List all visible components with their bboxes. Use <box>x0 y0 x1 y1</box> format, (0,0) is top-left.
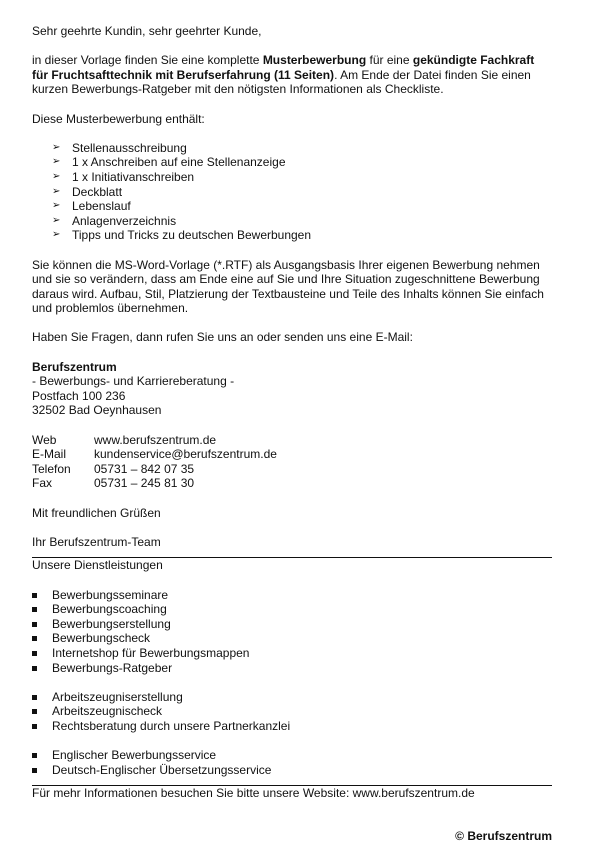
list-item <box>32 228 552 243</box>
list-item-text: Englischer Bewerbungsservice <box>52 748 217 763</box>
list-item-text: Internetshop für Bewerbungsmappen <box>52 645 250 660</box>
email-link[interactable]: kundenservice@berufszentrum.de <box>94 447 277 462</box>
salutation: Sehr geehrte Kundin, sehr geehrter Kunde, <box>32 24 262 38</box>
intro-text-2: für eine <box>366 53 413 68</box>
intro-paragraph <box>32 53 552 97</box>
list-item-text: Deckblatt <box>72 184 123 199</box>
questions-line: Haben Sie Fragen, dann rufen Sie uns an oder senden uns eine E-Mail: <box>32 330 413 345</box>
list-item-text: Bewerbungs-Ratgeber <box>52 660 173 675</box>
list-item <box>32 646 552 661</box>
phone-value: 05731 – 842 07 35 <box>94 461 195 476</box>
contact-phone <box>32 462 552 477</box>
list-item <box>32 631 552 646</box>
list-item-text: Bewerbungserstellung <box>52 616 171 631</box>
contact-web <box>32 433 552 448</box>
square-bullet-icon <box>32 753 37 758</box>
services-list-1 <box>32 588 552 676</box>
services-list-3 <box>32 748 552 777</box>
list-item <box>32 602 552 617</box>
arrow-bullet-icon: ➢ <box>52 214 61 226</box>
square-bullet-icon <box>32 666 37 671</box>
list-item-text: Tipps und Tricks zu deutschen Bewerbungen <box>72 228 312 243</box>
list-item <box>32 214 552 229</box>
usage-paragraph: Sie können die MS-Word-Vorlage (*.RTF) als Ausgangsbasis Ihrer eigenen Bewerbung nehmen und sie so verändern, dass am Ende eine auf Sie und Ihre Situation zugeschnittene Bewerbung daraus wird. Aufbau, Stil, Platzierung der Textbausteine und Teile des Inhalts können Sie einfach und problemlos übernehmen. <box>32 257 544 316</box>
contact-label: Telefon <box>32 461 71 476</box>
list-item <box>32 170 552 185</box>
fax-value: 05731 – 245 81 30 <box>94 476 195 491</box>
list-item-text: Lebenslauf <box>72 199 131 214</box>
list-item <box>32 704 552 719</box>
list-item-text: Rechtsberatung durch unsere Partnerkanzlei <box>52 718 291 733</box>
square-bullet-icon <box>32 768 37 773</box>
contents-heading: Diese Musterbewerbung enthält: <box>32 111 205 126</box>
arrow-bullet-icon: ➢ <box>52 229 61 241</box>
list-item-text: Arbeitszeugnischeck <box>52 704 163 719</box>
list-item-text: Bewerbungscheck <box>52 631 151 646</box>
list-item-text: Deutsch-Englischer Übersetzungsservice <box>52 762 272 777</box>
contact-label: Web <box>32 432 57 447</box>
list-item-text: Bewerbungsseminare <box>52 587 169 602</box>
list-item <box>32 763 552 778</box>
list-item-text: 1 x Anschreiben auf eine Stellenanzeige <box>72 155 286 170</box>
intro-text-3: . Am Ende der Datei finden Sie einen kurzen Bewerbungs-Ratgeber mit den nötigsten Informationen als Checkliste. <box>32 67 531 97</box>
contents-list <box>32 141 552 243</box>
copyright: © Berufszentrum <box>455 829 552 843</box>
list-item <box>32 588 552 603</box>
list-item <box>32 617 552 632</box>
contact-label: Fax <box>32 476 53 491</box>
contact-fax <box>32 476 552 491</box>
signature: Ihr Berufszentrum-Team <box>32 534 161 549</box>
square-bullet-icon <box>32 607 37 612</box>
list-item <box>32 719 552 734</box>
company-city: 32502 Bad Oeynhausen <box>32 403 162 418</box>
list-item <box>32 185 552 200</box>
square-bullet-icon <box>32 709 37 714</box>
services-heading: Unsere Dienstleistungen <box>32 558 163 573</box>
arrow-bullet-icon: ➢ <box>52 141 61 153</box>
list-item <box>32 748 552 763</box>
letter-page <box>32 24 552 801</box>
square-bullet-icon <box>32 636 37 641</box>
arrow-bullet-icon: ➢ <box>52 200 61 212</box>
company-name: Berufszentrum <box>32 359 117 374</box>
list-item-text: Anlagenverzeichnis <box>72 213 177 228</box>
company-tagline: - Bewerbungs- und Karriereberatung - <box>32 374 235 389</box>
square-bullet-icon <box>32 622 37 627</box>
company-postbox: Postfach 100 236 <box>32 388 126 403</box>
list-item-text: 1 x Initiativanschreiben <box>72 169 195 184</box>
list-item <box>32 141 552 156</box>
arrow-bullet-icon: ➢ <box>52 170 61 182</box>
square-bullet-icon <box>32 695 37 700</box>
contact-email <box>32 447 552 462</box>
services-list-2 <box>32 690 552 734</box>
intro-bold-2: gekündigte Fachkraft für Fruchtsafttechnik mit Berufserfahrung (11 Seiten) <box>32 53 535 82</box>
web-link[interactable]: www.berufszentrum.de <box>94 432 217 447</box>
square-bullet-icon <box>32 593 37 598</box>
arrow-bullet-icon: ➢ <box>52 156 61 168</box>
list-item-text: Stellenausschreibung <box>72 140 187 155</box>
list-item <box>32 199 552 214</box>
contact-label: E-Mail <box>32 447 67 462</box>
intro-bold-1: Musterbewerbung <box>262 53 367 68</box>
list-item <box>32 690 552 705</box>
list-item-text: Arbeitszeugniserstellung <box>52 689 183 704</box>
arrow-bullet-icon: ➢ <box>52 185 61 197</box>
list-item <box>32 155 552 170</box>
closing: Mit freundlichen Grüßen <box>32 505 161 520</box>
square-bullet-icon <box>32 651 37 656</box>
square-bullet-icon <box>32 724 37 729</box>
list-item <box>32 661 552 676</box>
footer-more-info: Für mehr Informationen besuchen Sie bitte unsere Website: www.berufszentrum.de <box>32 786 475 801</box>
intro-text-1: in dieser Vorlage finden Sie eine komplette <box>32 53 263 68</box>
list-item-text: Bewerbungscoaching <box>52 602 167 617</box>
